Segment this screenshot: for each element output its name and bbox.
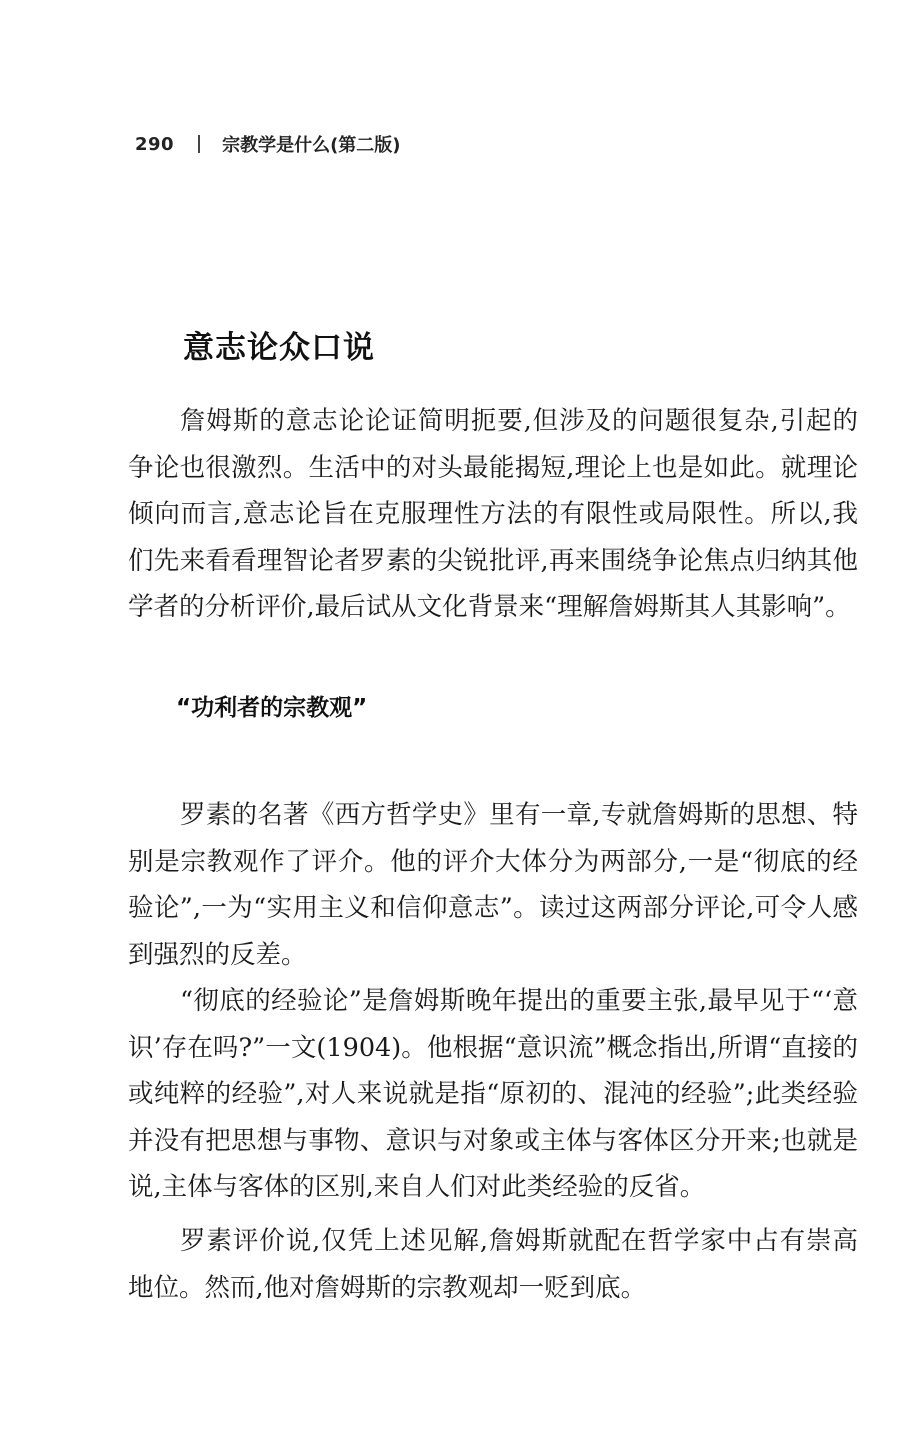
body-paragraph: 詹姆斯的意志论论证简明扼要,但涉及的问题很复杂,引起的争论也很激烈。生活中的对头最能揭短,理论上也是如此。就理论倾向而言,意志论旨在克服理性方法的有限性或局限性。所以,我们先来看看理智论者罗素的尖锐批评,再来围绕争论焦点归纳其他学者的分析评价,最后试从文化背景来“理解詹姆斯其人其影响”。 [128,406,858,622]
running-header [135,131,401,157]
body-paragraph: “彻底的经验论”是詹姆斯晚年提出的重要主张,最早见于“‘意识’存在吗?”一文(1904)。他根据“意识流”概念指出,所谓“直接的或纯粹的经验”,对人来说就是指“原初的、混沌的经验”;此类经验并没有把思想与事物、意识与对象或主体与客体区分开来;也就是说,主体与客体的区别,来自人们对此类经验的反省。 [128,986,858,1202]
header-divider [198,135,200,153]
subsection-title: “功利者的宗教观” [176,695,368,721]
book-title: 宗教学是什么(第二版) [222,135,401,156]
page-number: 290 [135,133,175,155]
section-title: 意志论众口说 [183,330,375,366]
body-paragraph: 罗素评价说,仅凭上述见解,詹姆斯就配在哲学家中占有崇高地位。然而,他对詹姆斯的宗教观却一贬到底。 [128,1226,858,1303]
body-paragraph: 罗素的名著《西方哲学史》里有一章,专就詹姆斯的思想、特别是宗教观作了评介。他的评介大体分为两部分,一是“彻底的经验论”,一为“实用主义和信仰意志”。读过这两部分评论,可令人感到强烈的反差。 [128,800,858,970]
